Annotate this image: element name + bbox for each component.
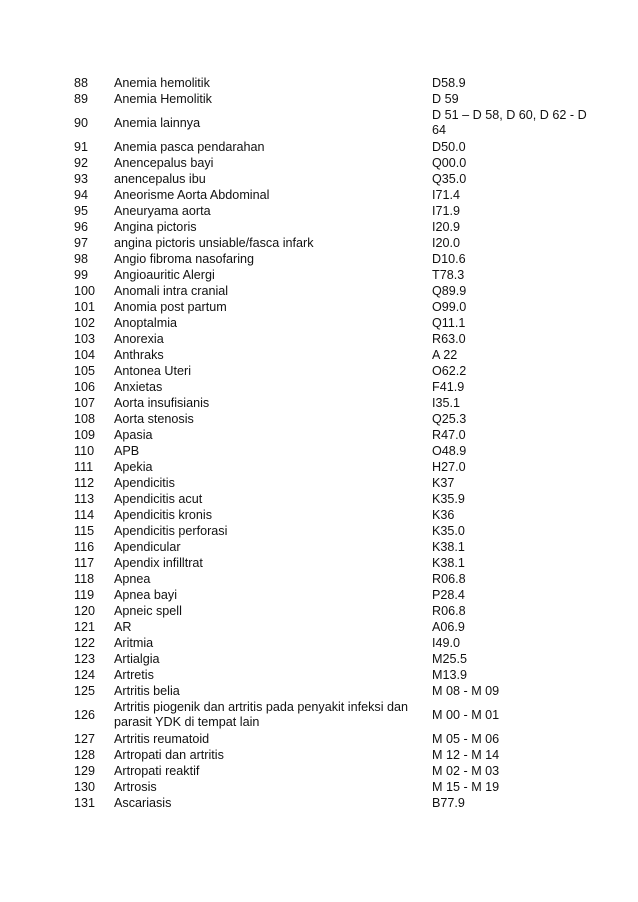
icd-code: I20.9 (432, 219, 461, 234)
row-number: 127 (74, 731, 96, 746)
row-number: 94 (74, 187, 89, 202)
table-row (74, 459, 592, 475)
row-number: 99 (74, 267, 89, 282)
table-row (74, 635, 592, 651)
icd-code: I71.4 (432, 187, 461, 202)
table-row (74, 171, 592, 187)
icd-code: K38.1 (432, 539, 465, 554)
diagnosis-name: Artritis piogenik dan artritis pada penyakit infeksi dan parasit YDK di tempat lain (114, 700, 409, 729)
icd-code: Q11.1 (432, 315, 466, 330)
table-row (74, 667, 592, 683)
diagnosis-name: angina pictoris unsiable/fasca infark (114, 235, 314, 250)
icd-code: I49.0 (432, 635, 461, 650)
icd-code: R06.8 (432, 571, 466, 586)
row-number: 110 (74, 443, 95, 458)
diagnosis-name: Anthraks (114, 347, 164, 362)
diagnosis-name: Anxietas (114, 379, 163, 394)
diagnosis-name: Antonea Uteri (114, 363, 192, 378)
row-number: 123 (74, 651, 96, 666)
table-row (74, 523, 592, 539)
icd-code: I35.1 (432, 395, 461, 410)
table-row (74, 507, 592, 523)
icd-code: M25.5 (432, 651, 468, 666)
row-number: 95 (74, 203, 89, 218)
diagnosis-name: Angio fibroma nasofaring (114, 251, 255, 266)
diagnosis-name: APB (114, 443, 140, 458)
icd-code: Q25.3 (432, 411, 467, 426)
row-number: 98 (74, 251, 89, 266)
row-number: 97 (74, 235, 89, 250)
table-row (74, 299, 592, 315)
icd-code: M 05 - M 06 (432, 731, 500, 746)
table-row (74, 187, 592, 203)
table-row (74, 427, 592, 443)
icd-code: B77.9 (432, 795, 465, 810)
icd-code: Q00.0 (432, 155, 467, 170)
table-row (74, 603, 592, 619)
table-row (74, 219, 592, 235)
row-number: 112 (74, 475, 95, 490)
table-row (74, 699, 592, 731)
row-number: 103 (74, 331, 96, 346)
row-number: 130 (74, 779, 96, 794)
diagnosis-name: Aorta insufisianis (114, 395, 210, 410)
icd-code: F41.9 (432, 379, 465, 394)
row-number: 100 (74, 283, 96, 298)
table-row (74, 363, 592, 379)
icd-code: A 22 (432, 347, 458, 362)
row-number: 109 (74, 427, 96, 442)
diagnosis-name: Anencepalus bayi (114, 155, 214, 170)
diagnosis-name: Apendicitis perforasi (114, 523, 228, 538)
row-number: 128 (74, 747, 96, 762)
diagnosis-name: Artrosis (114, 779, 157, 794)
icd-code: K38.1 (432, 555, 465, 570)
row-number: 102 (74, 315, 96, 330)
icd-code: K35.0 (432, 523, 465, 538)
diagnosis-name: Aritmia (114, 635, 154, 650)
icd-code: M13.9 (432, 667, 468, 682)
table-row (74, 347, 592, 363)
table-row (74, 779, 592, 795)
table-row (74, 235, 592, 251)
icd-code: O48.9 (432, 443, 467, 458)
diagnosis-name: anencepalus ibu (114, 171, 206, 186)
diagnosis-name: Anorexia (114, 331, 164, 346)
diagnosis-name: Angioauritic Alergi (114, 267, 215, 282)
diagnosis-name: Anomia post partum (114, 299, 227, 314)
diagnosis-name: Artritis belia (114, 683, 180, 698)
table-row (74, 395, 592, 411)
row-number: 89 (74, 91, 89, 106)
diagnosis-code-table (74, 75, 592, 811)
row-number: 115 (74, 523, 95, 538)
table-row (74, 267, 592, 283)
table-row (74, 91, 592, 107)
row-number: 117 (74, 555, 95, 570)
icd-code: R47.0 (432, 427, 466, 442)
diagnosis-name: Aorta stenosis (114, 411, 194, 426)
diagnosis-name: Apneic spell (114, 603, 182, 618)
diagnosis-name: Artropati reaktif (114, 763, 200, 778)
table-row (74, 107, 592, 139)
table-body (74, 75, 592, 811)
row-number: 88 (74, 75, 89, 90)
table-row (74, 203, 592, 219)
row-number: 121 (74, 619, 96, 634)
icd-code: M 08 - M 09 (432, 683, 500, 698)
table-row (74, 283, 592, 299)
icd-code: T78.3 (432, 267, 465, 282)
row-number: 107 (74, 395, 96, 410)
row-number: 105 (74, 363, 96, 378)
diagnosis-name: Anemia lainnya (114, 115, 201, 130)
diagnosis-name: Aneuryama aorta (114, 203, 211, 218)
table-row (74, 571, 592, 587)
diagnosis-name: Apendicitis kronis (114, 507, 212, 522)
row-number: 90 (74, 115, 89, 130)
table-row (74, 491, 592, 507)
icd-code: P28.4 (432, 587, 465, 602)
icd-code: O62.2 (432, 363, 467, 378)
diagnosis-name: Apendicitis acut (114, 491, 203, 506)
row-number: 108 (74, 411, 96, 426)
table-row (74, 251, 592, 267)
diagnosis-name: Apendicitis (114, 475, 175, 490)
row-number: 106 (74, 379, 96, 394)
icd-code: R63.0 (432, 331, 466, 346)
icd-code: K36 (432, 507, 455, 522)
table-row (74, 683, 592, 699)
diagnosis-name: Apnea (114, 571, 151, 586)
diagnosis-name: Angina pictoris (114, 219, 197, 234)
icd-code: D50.0 (432, 139, 466, 154)
table-row (74, 411, 592, 427)
icd-code: M 00 - M 01 (432, 707, 500, 722)
row-number: 116 (74, 539, 95, 554)
icd-code: M 02 - M 03 (432, 763, 500, 778)
row-number: 96 (74, 219, 89, 234)
diagnosis-name: Apekia (114, 459, 153, 474)
table-row (74, 539, 592, 555)
icd-code: D58.9 (432, 75, 466, 90)
row-number: 101 (74, 299, 96, 314)
icd-code: Q89.9 (432, 283, 467, 298)
diagnosis-name: Apasia (114, 427, 153, 442)
icd-code: M 15 - M 19 (432, 779, 500, 794)
row-number: 118 (74, 571, 95, 586)
diagnosis-name: Anoptalmia (114, 315, 178, 330)
diagnosis-name: Artialgia (114, 651, 160, 666)
icd-code: I20.0 (432, 235, 461, 250)
row-number: 131 (74, 795, 96, 810)
table-row (74, 747, 592, 763)
table-row (74, 795, 592, 811)
row-number: 91 (74, 139, 89, 154)
table-row (74, 139, 592, 155)
table-row (74, 331, 592, 347)
row-number: 122 (74, 635, 96, 650)
diagnosis-name: Artritis reumatoid (114, 731, 210, 746)
diagnosis-name: AR (114, 619, 132, 634)
row-number: 126 (74, 707, 96, 722)
row-number: 111 (74, 459, 94, 474)
row-number: 124 (74, 667, 96, 682)
diagnosis-name: Apendicular (114, 539, 181, 554)
row-number: 92 (74, 155, 89, 170)
icd-code: M 12 - M 14 (432, 747, 500, 762)
icd-code: O99.0 (432, 299, 467, 314)
icd-code: Q35.0 (432, 171, 467, 186)
table-row (74, 619, 592, 635)
diagnosis-name: Ascariasis (114, 795, 172, 810)
icd-code: D10.6 (432, 251, 466, 266)
table-row (74, 651, 592, 667)
icd-code: D 51 – D 58, D 60, D 62 - D 64 (432, 108, 587, 137)
diagnosis-name: Anemia hemolitik (114, 75, 210, 90)
table-row (74, 155, 592, 171)
icd-code: A06.9 (432, 619, 465, 634)
table-row (74, 731, 592, 747)
diagnosis-name: Anemia pasca pendarahan (114, 139, 265, 154)
table-row (74, 587, 592, 603)
icd-code: I71.9 (432, 203, 461, 218)
row-number: 119 (74, 587, 95, 602)
table-row (74, 443, 592, 459)
icd-code: K35.9 (432, 491, 465, 506)
row-number: 93 (74, 171, 89, 186)
icd-code: K37 (432, 475, 455, 490)
row-number: 114 (74, 507, 95, 522)
icd-code: D 59 (432, 91, 459, 106)
table-row (74, 379, 592, 395)
diagnosis-name: Anomali intra cranial (114, 283, 229, 298)
diagnosis-name: Aneorisme Aorta Abdominal (114, 187, 270, 202)
table-row (74, 315, 592, 331)
icd-code: H27.0 (432, 459, 466, 474)
diagnosis-name: Artropati dan artritis (114, 747, 224, 762)
table-row (74, 75, 592, 91)
diagnosis-name: Artretis (114, 667, 154, 682)
diagnosis-name: Apnea bayi (114, 587, 178, 602)
row-number: 129 (74, 763, 96, 778)
row-number: 113 (74, 491, 95, 506)
table-row (74, 475, 592, 491)
row-number: 104 (74, 347, 96, 362)
diagnosis-name: Apendix infilltrat (114, 555, 203, 570)
icd-code: R06.8 (432, 603, 466, 618)
table-row (74, 763, 592, 779)
table-row (74, 555, 592, 571)
diagnosis-name: Anemia Hemolitik (114, 91, 212, 106)
row-number: 125 (74, 683, 96, 698)
row-number: 120 (74, 603, 96, 618)
